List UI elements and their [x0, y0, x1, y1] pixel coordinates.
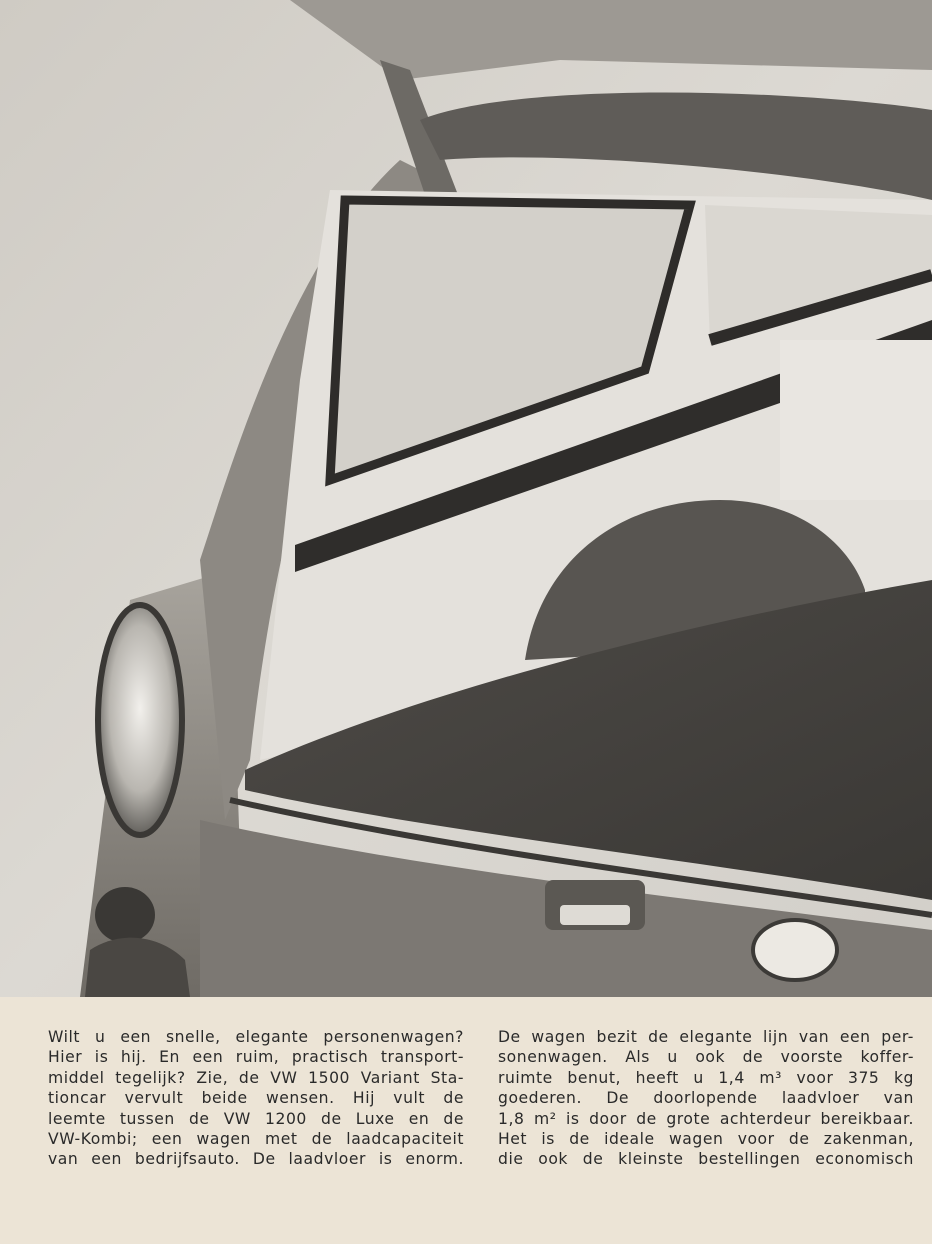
text-line: Het is de ideale wagen voor de zakenman,: [498, 1130, 914, 1149]
text-column-right: [498, 1027, 914, 1170]
text-line: leemte tussen de VW 1200 de Luxe en de: [48, 1109, 464, 1128]
text-line: Hier is hij. En een ruim, practisch transport-: [48, 1048, 464, 1067]
text-line: Wilt u een snelle, elegante personenwagen?: [48, 1028, 464, 1046]
text-line: 1,8 m² is door de grote achterdeur bereikbaar.: [498, 1109, 914, 1128]
text-column-left: [48, 1027, 464, 1170]
text-line: die ook de kleinste bestellingen economisch: [498, 1150, 914, 1169]
text-line: sonenwagen. Als u ook de voorste koffer-: [498, 1048, 914, 1067]
text-line: middel tegelijk? Zie, de VW 1500 Variant Sta-: [48, 1068, 464, 1087]
text-line: ruimte benut, heeft u 1,4 m³ voor 375 kg: [498, 1068, 914, 1087]
text-line: van een bedrijfsauto. De laadvloer is enorm.: [48, 1150, 464, 1169]
text-line: VW-Kombi; een wagen met de laadcapaciteit: [48, 1130, 464, 1149]
text-line: goederen. De doorlopende laadvloer van: [498, 1089, 914, 1108]
article-text: [0, 997, 932, 1244]
text-line: tioncar vervult beide wensen. Hij vult de: [48, 1089, 464, 1108]
text-line: De wagen bezit de elegante lijn van een per-: [498, 1028, 914, 1046]
